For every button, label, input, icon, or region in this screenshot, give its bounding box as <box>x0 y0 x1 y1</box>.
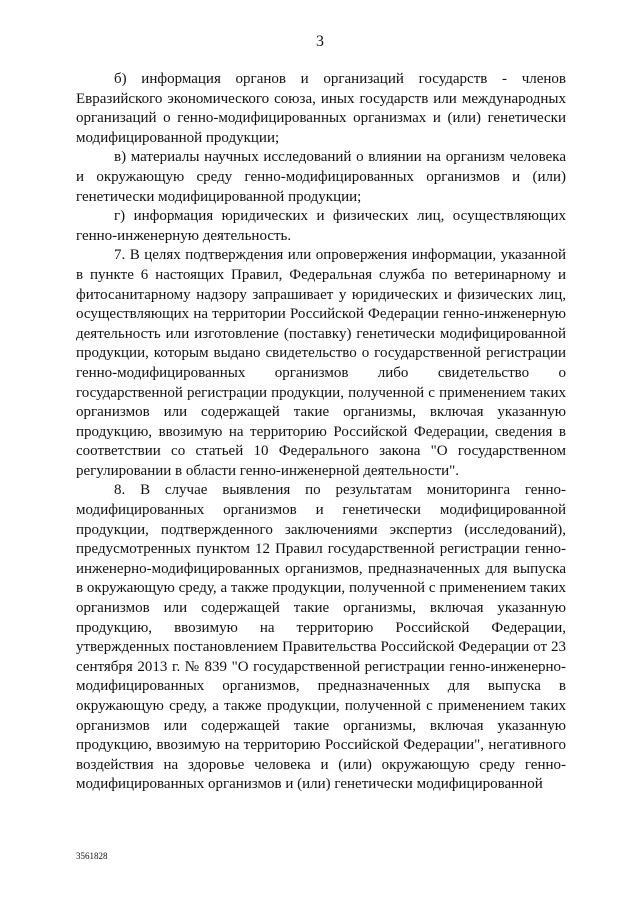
paragraph-8: 8. В случае выявления по результатам мониторинга генно-модифицированных организмов и генетически модифицированной продукции, подтвержденного заключениями экспертиз (исследований), предусмотренных пунктом 12 Правил государственной регистрации генно-инженерно-модифицированных организмов, предназначенных для выпуска в окружающую среду, а также продукции, полученной с применением таких организмов или содержащей такие организмы, включая указанную продукцию, ввозимую на территорию Российской Федерации, утвержденных постановлением Правительства Российской Федерации от 23 сентября 2013 г. № 839 "О государственной регистрации генно-инженерно-модифицированных организмов, предназначенных для выпуска в окружающую среду, а также продукции, полученной с применением таких организмов или содержащей такие организмы, включая указанную продукцию, ввозимую на территорию Российской Федерации", негативного воздействия на здоровье человека и (или) окружающую среду генно-модифицированных организмов и (или) генетически модифицированной <box>76 482 566 793</box>
paragraph-g-entities: г) информация юридических и физических лиц, осуществляющих генно-инженерную деятельность. <box>76 208 566 244</box>
paragraph-b-information: б) информация органов и организаций государств - членов Евразийского экономического союза, иных государств или международных организаций о генно-модифицированных организмах и (или) генетически модифицированной продукции; <box>76 71 566 146</box>
paragraph-7: 7. В целях подтверждения или опровержения информации, указанной в пункте 6 настоящих Правил, Федеральная служба по ветеринарному и фитосанитарному надзору запрашивает у юридических и физических лиц, осуществляющих на территории Российской Федерации генно-инженерную деятельность или изготовление (поставку) генетически модифицированной продукции, которым выдано свидетельство о государственной регистрации генно-модифицированных организмов либо свидетельство о государственной регистрации продукции, полученной с применением таких организмов или содержащей такие организмы, включая указанную продукцию, ввозимую на территорию Российской Федерации, сведения в соответствии со статьей 10 Федерального закона "О государственном регулировании в области генно-инженерной деятельности". <box>76 247 566 479</box>
document-body <box>76 70 566 795</box>
page-number: 3 <box>316 33 324 50</box>
document-code: 3561828 <box>76 851 108 861</box>
paragraph-v-research: в) материалы научных исследований о влиянии на организм человека и окружающую среду генно-модифицированных организмов и (или) генетически модифицированной продукции; <box>76 149 566 205</box>
